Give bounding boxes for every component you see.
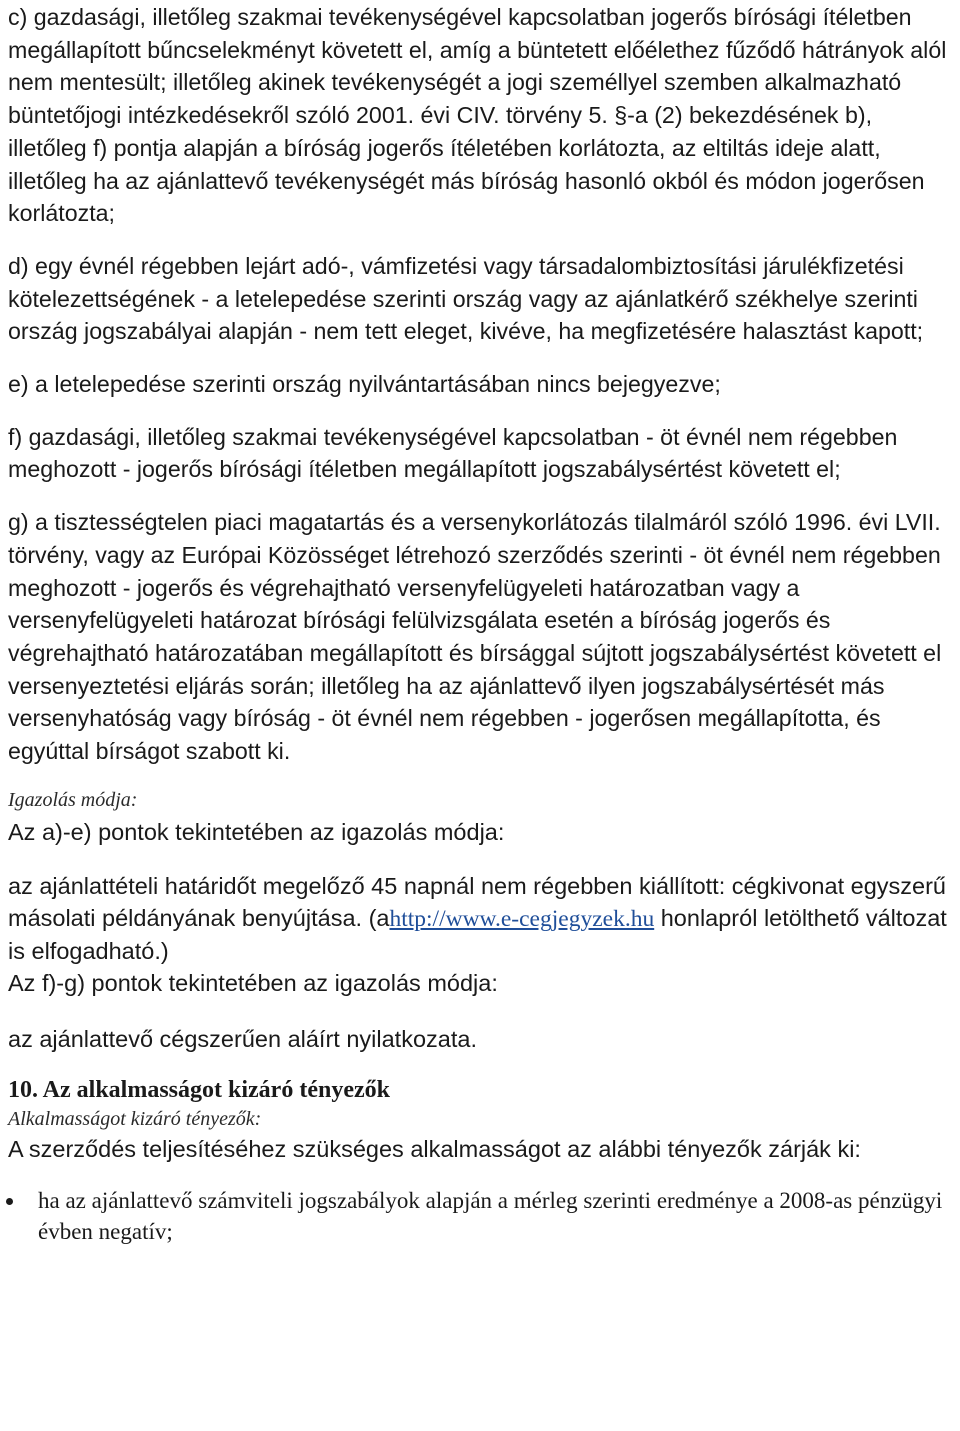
section-10-intro: A szerződés teljesítéséhez szükséges alkalmasságot az alábbi tényezők zárják ki: bbox=[8, 1135, 861, 1162]
paragraph-g: g) a tisztességtelen piaci magatartás és a versenykorlátozás tilalmáról szóló 1996. évi LVII. törvény, vagy az Európai Közösséget létrehozó szerződés szerinti - öt évnél nem régebben meghozott - jogerős és végrehajtható versenyfelügyeleti határozatban vagy a versenyfelügyeleti határozat bírósági felülvizsgálata esetén a bíróság jogerős és végrehajtható határozatában megállapított és bírsággal sújtott jogszabálysértést követett el versenyeztetési eljárás során; illetőleg ha az ajánlattevő ilyen jogszabálysértését más versenyhatóság vagy bíróság - öt évnél nem régebben - jogerősen megállapította, és egyúttal bírságot szabott ki. bbox=[8, 509, 942, 765]
paragraph-e: e) a letelepedése szerinti ország nyilvántartásában nincs bejegyezve; bbox=[8, 371, 721, 398]
proof-ae-text-part1: az ajánlattételi határidőt megelőző 45 napnál nem régebben kiállított: cégkivonat egyszerű másolati példányának benyújtása. (a bbox=[8, 872, 946, 931]
section-10-heading: 10. Az alkalmasságot kizáró tényezők bbox=[8, 1076, 390, 1103]
paragraph-d: d) egy évnél régebben lejárt adó-, vámfizetési vagy társadalombiztosítási járulékfizetési kötelezettségének - a letelepedése szerinti ország vagy az ajánlatkérő székhelye szerinti ország jogszabályai alapján - nem tett eleget, kivéve, ha megfizetésére halasztást kapott; bbox=[8, 252, 924, 345]
exclusion-list bbox=[8, 1185, 952, 1247]
section-10-label: Alkalmasságot kizáró tényezők: bbox=[8, 1107, 262, 1130]
proof-ae-text bbox=[8, 870, 952, 967]
bullet-icon bbox=[6, 1198, 13, 1205]
paragraph-f: f) gazdasági, illetőleg szakmai tevékenységével kapcsolatban - öt évnél nem régebben meghozott - jogerős bírósági ítéletben megállapított jogszabálysértést követett el; bbox=[8, 423, 898, 483]
proof-ae-text-part2: honlapról letölthető változat is elfogadható.) bbox=[8, 904, 947, 964]
ecegjegyzek-link[interactable]: http://www.e-cegjegyzek.hu bbox=[389, 905, 655, 932]
list-item bbox=[8, 1185, 952, 1247]
proof-fg-intro: Az f)-g) pontok tekintetében az igazolás módja: bbox=[8, 969, 498, 996]
document-page bbox=[8, 0, 952, 1247]
proof-label: Igazolás módja: bbox=[8, 788, 138, 811]
proof-ae-intro: Az a)-e) pontok tekintetében az igazolás módja: bbox=[8, 818, 505, 845]
list-item-text: ha az ajánlattevő számviteli jogszabályok alapján a mérleg szerinti eredménye a 2008-as pénzügyi évben negatív; bbox=[38, 1187, 943, 1244]
paragraph-c: c) gazdasági, illetőleg szakmai tevékenységével kapcsolatban jogerős bírósági ítéletben megállapított bűncselekményt követett el, amíg a büntetett előélethez fűződő hátrányok alól nem mentesült; illetőleg akinek tevékenységét a jogi személlyel szemben alkalmazható büntetőjogi intézkedésekről szóló 2001. évi CIV. törvény 5. §-a (2) bekezdésének b), illetőleg f) pontja alapján a bíróság jogerős ítéletében korlátozta, az eltiltás ideje alatt, illetőleg ha az ajánlattevő tevékenységét más bíróság hasonló okból és módon jogerősen korlátozta; bbox=[8, 4, 947, 227]
proof-fg-text: az ajánlattevő cégszerűen aláírt nyilatkozata. bbox=[8, 1025, 477, 1052]
